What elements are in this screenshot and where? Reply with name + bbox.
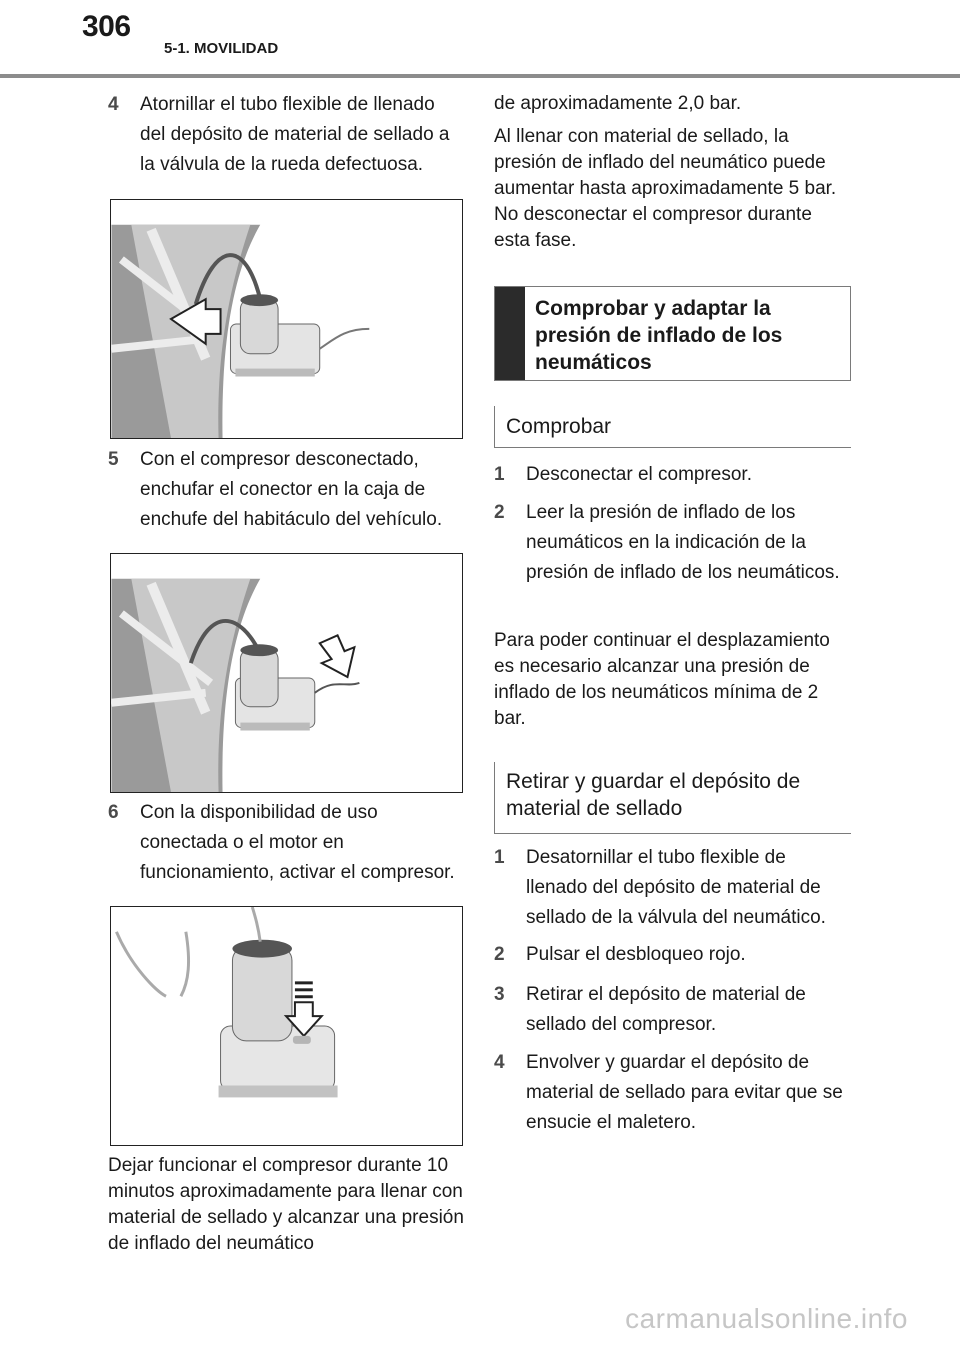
step-text: Con la disponibilidad de uso conectada o el motor en funcionamiento, activar el compresor. xyxy=(140,802,455,883)
pressure-paragraph: Al llenar con material de sellado, la presión de inflado del neumático puede aumentar hasta aproximadamente 5 bar. No desconectar el compresor durante esta fase. xyxy=(494,126,837,251)
section-title: 5-1. MOVILIDAD xyxy=(164,40,279,57)
step-text: Atornillar el tubo flexible de llenado del depósito de material de sellado a la válvula de la rueda defectuosa. xyxy=(140,94,450,175)
step-number: 4 xyxy=(494,1052,505,1073)
check-step-2 xyxy=(494,498,850,588)
subheading-text: Retirar y guardar el depósito de material de sellado xyxy=(506,770,801,820)
subheading-text: Comprobar xyxy=(506,415,612,438)
check-paragraph: Para poder continuar el desplazamiento es necesario alcanzar una presión de inflado de los neumáticos mínima de 2 bar. xyxy=(494,630,830,729)
illustration-compressor-switch-arrow xyxy=(111,907,462,1145)
step-text: Envolver y guardar el depósito de material de sellado para evitar que se ensucie el maletero. xyxy=(526,1052,843,1133)
title-box-bar xyxy=(495,287,525,380)
figure-compressor-plug xyxy=(110,553,463,793)
remove-step-1 xyxy=(494,843,850,933)
step-text: Pulsar el desbloqueo rojo. xyxy=(526,944,746,965)
section-heading: Comprobar y adaptar la presión de inflado de los neumáticos xyxy=(535,297,783,374)
closing-paragraph: Dejar funcionar el compresor durante 10 minutos aproximadamente para llenar con material de sellado y alcanzar una presión de inflado del neumático xyxy=(108,1155,464,1254)
page-number: 306 xyxy=(82,10,131,43)
step-number: 5 xyxy=(108,449,119,470)
step-number: 6 xyxy=(108,802,119,823)
continuation-text: de aproximadamente 2,0 bar. xyxy=(494,93,742,114)
illustration-wheel-sealant-arrow xyxy=(111,200,462,438)
step-text: Con el compresor desconectado, enchufar el conector en la caja de enchufe del habitáculo del vehículo. xyxy=(140,449,443,530)
step-6-activate-compressor xyxy=(108,798,464,888)
step-text: Desatornillar el tubo flexible de llenado del depósito de material de sellado de la válvula del neumático. xyxy=(526,847,826,928)
remove-step-3 xyxy=(494,980,850,1040)
page-header xyxy=(0,0,960,80)
step-text: Desconectar el compresor. xyxy=(526,464,752,485)
step-4-connect-hose xyxy=(108,90,464,180)
step-number: 2 xyxy=(494,944,505,965)
step-number: 1 xyxy=(494,847,505,868)
figure-compressor-switch xyxy=(110,906,463,1146)
step-number: 4 xyxy=(108,94,119,115)
section-title-box xyxy=(494,286,851,381)
step-text: Leer la presión de inflado de los neumáticos en la indicación de la presión de inflado de los neumáticos. xyxy=(526,502,840,583)
subheading-check xyxy=(494,406,851,448)
illustration-wheel-compressor-plug-arrow xyxy=(111,554,462,792)
watermark: carmanualsonline.info xyxy=(625,1303,908,1334)
figure-hose-to-valve xyxy=(110,199,463,439)
step-number: 2 xyxy=(494,502,505,523)
header-rule xyxy=(0,74,960,78)
remove-step-2 xyxy=(494,940,850,970)
subheading-remove xyxy=(494,762,851,834)
step-text: Retirar el depósito de material de sellado del compresor. xyxy=(526,984,806,1035)
step-5-plug-connector xyxy=(108,445,464,535)
step-number: 3 xyxy=(494,984,505,1005)
check-step-1 xyxy=(494,460,850,490)
step-number: 1 xyxy=(494,464,505,485)
remove-step-4 xyxy=(494,1048,850,1138)
